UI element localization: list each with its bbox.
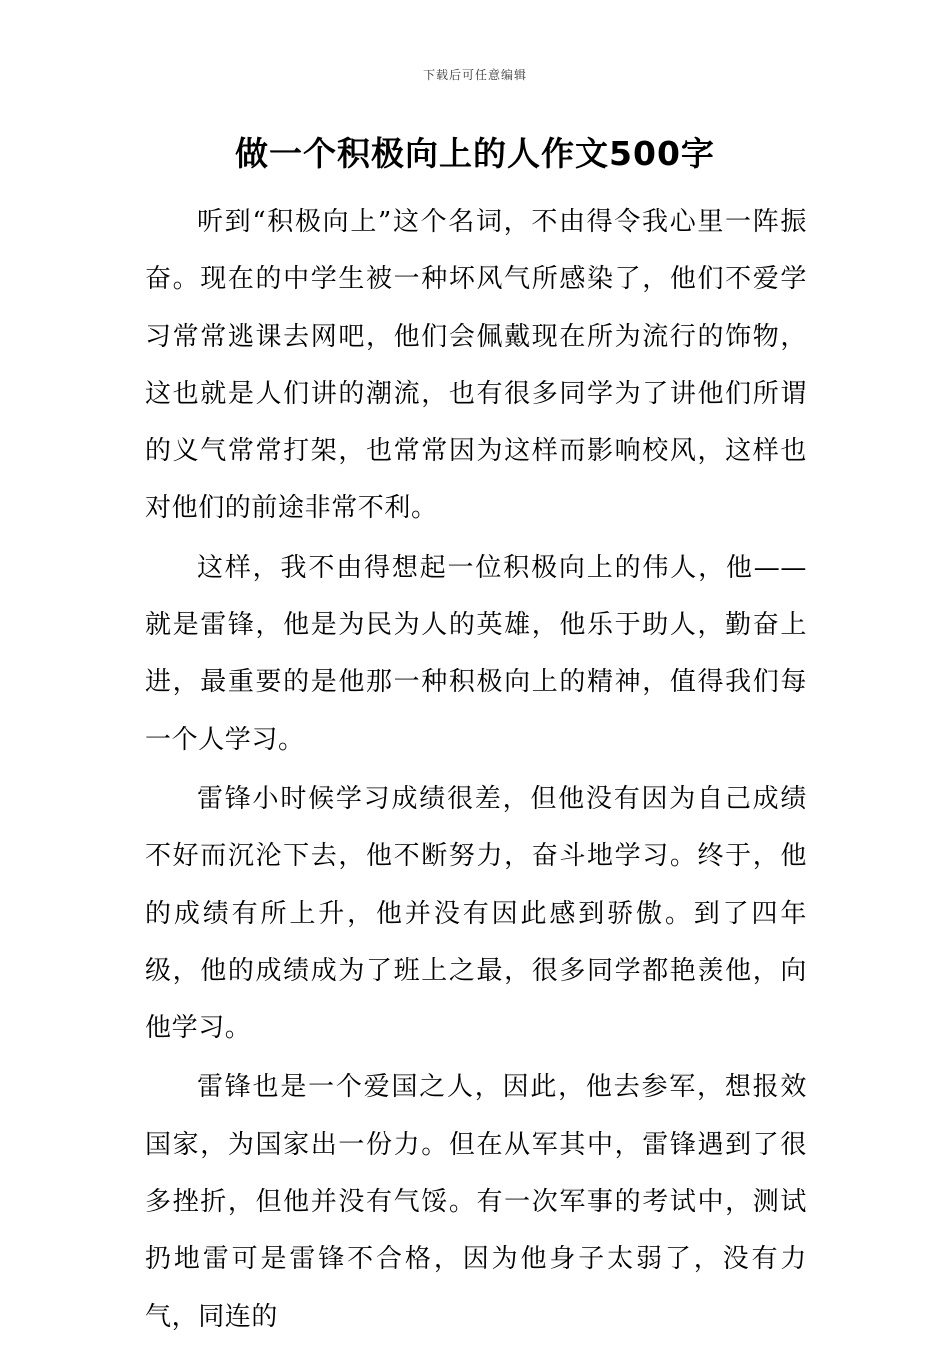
paragraph: 雷锋也是一个爱国之人，因此，他去参军，想报效国家，为国家出一份力。但在从军其中，雷锋遇到了很多挫折，但他并没有气馁。有一次军事的考试中，测试扔地雷可是雷锋不合格，因为他身子太弱了，没有力气，同连的 [145,1072,807,1332]
header-note: 下载后可任意编辑 [422,68,527,82]
document-title: 做一个积极向上的人作文500字 [235,134,715,173]
paragraph: 这样，我不由得想起一位积极向上的伟人，他——就是雷锋，他是为民为人的英雄，他乐于助人，勤奋上进，最重要的是他那一种积极向上的精神，值得我们每一个人学习。 [145,552,807,755]
paragraph: 雷锋小时候学习成绩很差，但他没有因为自己成绩不好而沉沦下去，他不断努力，奋斗地学习。终于，他的成绩有所上升，他并没有因此感到骄傲。到了四年级，他的成绩成为了班上之最，很多同学都艳羡他，向他学习。 [145,783,807,1044]
document-body [145,194,807,1348]
paragraph: 听到“积极向上”这个名词，不由得令我心里一阵振奋。现在的中学生被一种坏风气所感染了，他们不爱学习常常逃课去网吧，他们会佩戴现在所为流行的饰物，这也就是人们讲的潮流，也有很多同学为了讲他们所谓的义气常常打架，也常常因为这样而影响校风，这样也对他们的前途非常不利。 [145,207,807,524]
